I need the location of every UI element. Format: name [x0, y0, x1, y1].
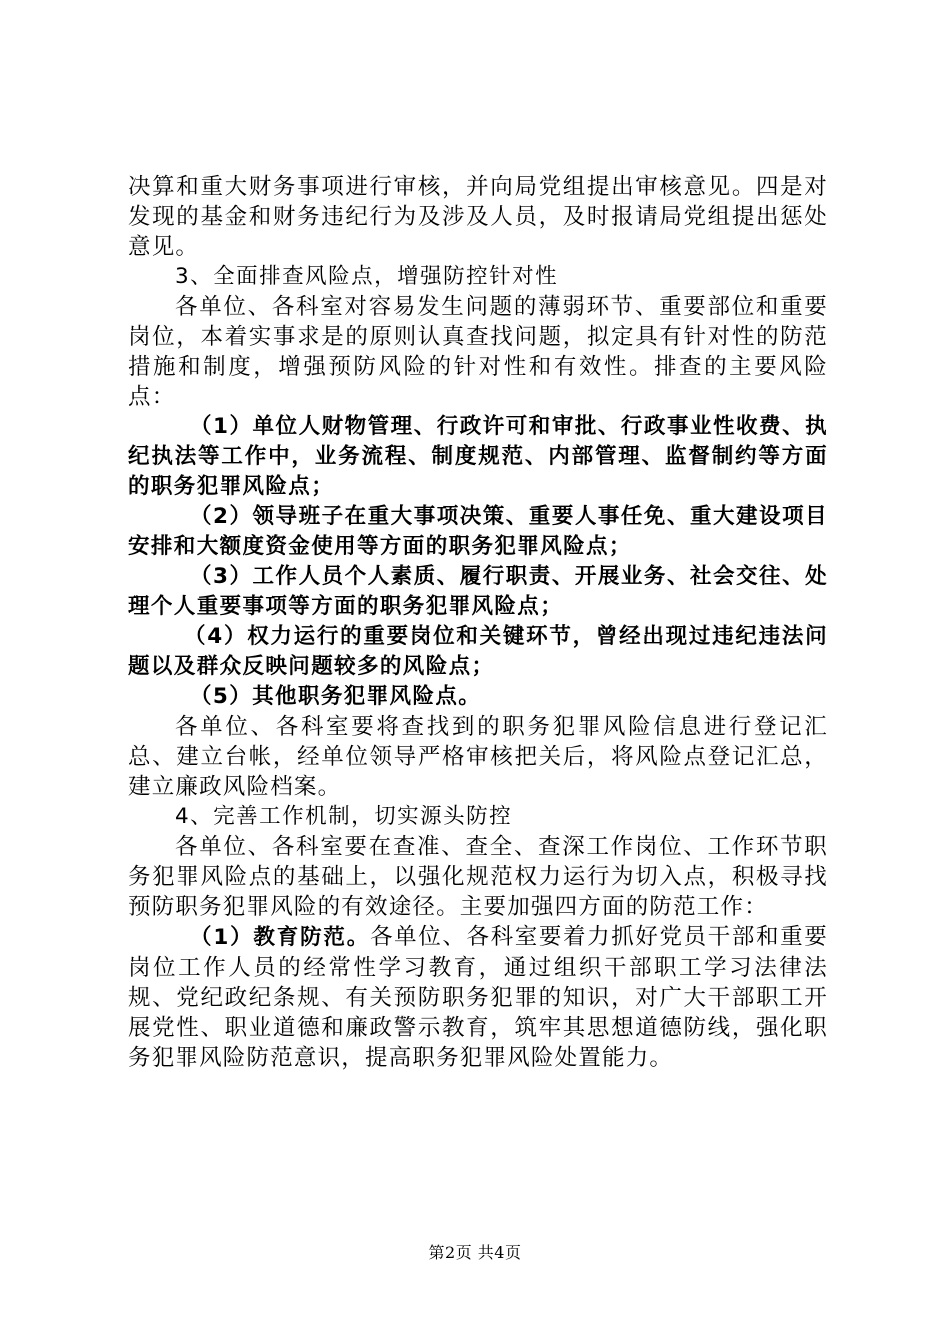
paragraph-mechanism: 各单位、各科室要在查准、查全、查深工作岗位、工作环节职务犯罪风险点的基础上，以强化规范权力运行为切入点，积极寻找预防职务犯罪风险的有效途径。主要加强四方面的防范工作：: [128, 834, 828, 920]
risk-item-2: （2）领导班子在重大事项决策、重要人事任免、重大建设项目安排和大额度资金使用等方面的职务犯罪风险点；: [128, 504, 828, 559]
paragraph-risk-intro: 各单位、各科室对容易发生问题的薄弱环节、重要部位和重要岗位，本着实事求是的原则认真查找问题，拟定具有针对性的防范措施和制度，增强预防风险的针对性和有效性。排查的主要风险点：: [128, 294, 828, 410]
risk-item-3: （3）工作人员个人素质、履行职责、开展业务、社会交往、处理个人重要事项等方面的职务犯罪风险点；: [128, 564, 828, 619]
paragraph-risk-register: 各单位、各科室要将查找到的职务犯罪风险信息进行登记汇总、建立台帐，经单位领导严格审核把关后，将风险点登记汇总，建立廉政风险档案。: [128, 714, 828, 800]
section-heading-3: 3、全面排查风险点，增强防控针对性: [175, 264, 559, 289]
item-education: [128, 922, 828, 1073]
item-education-body: 各单位、各科室要着力抓好党员干部和重要岗位工作人员的经常性学习教育，通过组织干部职工学习法律法规、党纪政纪条规、有关预防职务犯罪的知识，对广大干部职工开展党性、职业道德和廉政警示教育，筑牢其思想道德防线，强化职务犯罪风险防范意识，提高职务犯罪风险处置能力。: [128, 924, 828, 1071]
risk-item-1: （1）单位人财物管理、行政许可和审批、行政事业性收费、执纪执法等工作中，业务流程、制度规范、内部管理、监督制约等方面的职务犯罪风险点；: [128, 414, 828, 499]
item-education-lead: （1）教育防范。: [190, 925, 371, 950]
document-body: [128, 172, 828, 1073]
page-footer: 第2页 共4页: [428, 1243, 522, 1262]
paragraph-continuation: 决算和重大财务事项进行审核，并向局党组提出审核意见。四是对发现的基金和财务违纪行为及涉及人员，及时报请局党组提出惩处意见。: [128, 174, 828, 260]
section-heading-4: 4、完善工作机制，切实源头防控: [175, 804, 513, 829]
risk-item-4: （4）权力运行的重要岗位和关键环节，曾经出现过违纪违法问题以及群众反映问题较多的风险点；: [128, 624, 828, 679]
risk-item-5: （5）其他职务犯罪风险点。: [190, 684, 482, 709]
